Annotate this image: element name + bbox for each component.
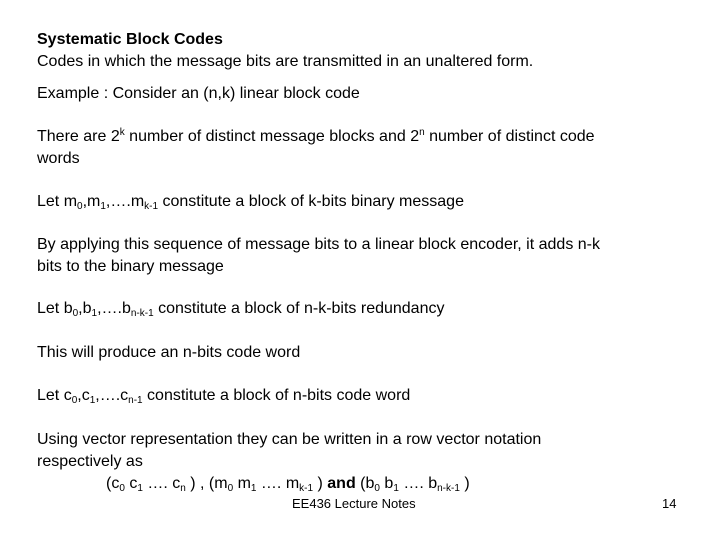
slide-title: Systematic Block Codes [37, 31, 223, 48]
distinct-blocks-text-cont: words [37, 150, 80, 167]
distinct-blocks-text: There are 2$^k$ number of distinct message blocks and 2$^n$ number of distinct code [37, 127, 595, 145]
example-text: Example : Consider an (n,k) linear block code [37, 85, 360, 102]
codeword-definition: Let $c_0,c_1,\dots.c_{n-1}$ constitute a block of n-bits code word [37, 387, 411, 406]
footer-course: EE436 Lecture Notes [292, 496, 416, 511]
produce-text: This will produce an n-bits code word [37, 344, 301, 361]
redundancy-definition: Let $b_0,b_1,\dots.b_{n-k-1}$ constitute a block of n-k-bits redundancy [37, 300, 445, 319]
vector-text: Using vector representation they can be written in a row vector notation [37, 431, 542, 448]
definition-text: Codes in which the message bits are transmitted in an unaltered form. [37, 53, 534, 70]
encoder-text: By applying this sequence of message bits to a linear block encoder, it adds n-k [37, 236, 600, 253]
vector-notation: ($c_0$ $c_1$ …. $c_n$ ) , ($m_0$ $m_1$ …. $m_{k-1}$ ) and ($b_0$ $b_1$ …. $b_{n-k-1}$ ) [106, 475, 470, 494]
encoder-text-cont: bits to the binary message [37, 258, 224, 275]
vector-text-cont: respectively as [37, 453, 143, 470]
message-definition: Let $m_0,m_1,\dots.m_{k-1}$ constitute a block of k-bits binary message [37, 193, 464, 212]
page-number: 14 [662, 496, 677, 511]
